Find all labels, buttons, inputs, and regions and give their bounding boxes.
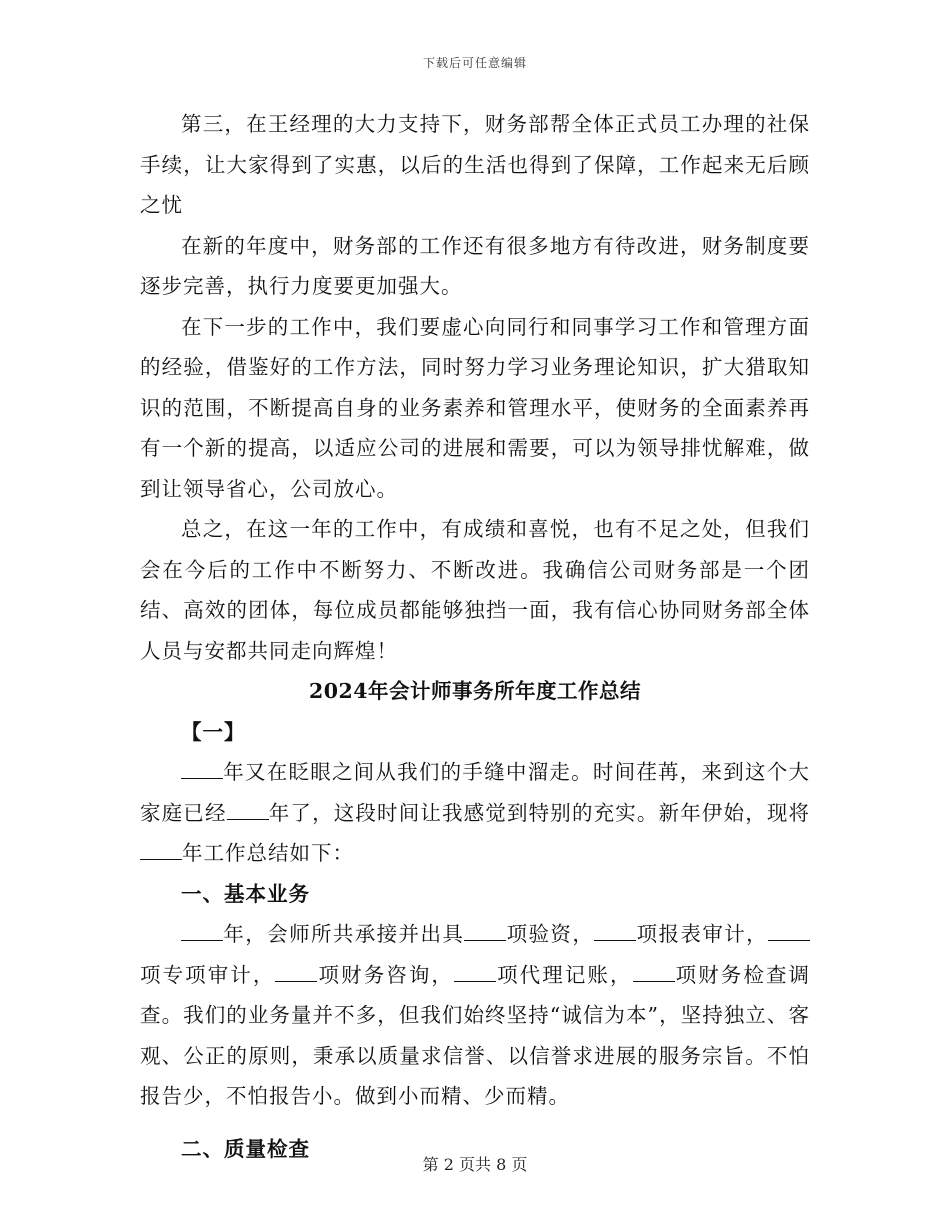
intro-text-3: 年工作总结如下： (182, 841, 354, 865)
blank-field (181, 758, 223, 779)
blank-field (140, 839, 182, 860)
section-title: 2024年会计师事务所年度工作总结 (308, 679, 642, 703)
blank-field (633, 961, 675, 982)
heading-basic-business: 一、基本业务 (181, 881, 310, 906)
document-body (140, 104, 810, 1169)
heading-quality-check: 二、质量检查 (181, 1136, 310, 1161)
blank-field (227, 799, 269, 820)
business-text-1: 年，会师所共承接并出具 (223, 922, 465, 946)
paragraph-business (140, 914, 810, 1117)
business-text-4: 项专项审计， (140, 962, 276, 987)
business-text-3: 项报表审计， (636, 922, 769, 946)
paragraph-next-steps: 在下一步的工作中，我们要虚心向同行和同事学习工作和管理方面的经验，借鉴好的工作方法，同时努力学习业务理论知识，扩大猎取知识的范围，不断提高自身的业务素养和管理水平，使财务的全面素养再有一个新的提高，以适应公司的进展和需要，可以为领导排忧解难，做到让领导省心，公司放心。 (140, 314, 810, 501)
blank-field (768, 920, 810, 941)
paragraph-intro (140, 752, 810, 874)
paragraph-new-year-improvement: 在新的年度中，财务部的工作还有很多地方有待改进，财务制度要逐步完善，执行力度要更加强大。 (140, 233, 810, 298)
intro-text-2: 年了，这段时间让我感觉到特别的充实。新年伊始，现将 (268, 800, 811, 825)
business-text-6: 项代理记账， (496, 962, 633, 987)
blank-field (454, 961, 496, 982)
blank-field (594, 920, 636, 941)
page-footer: 第 2 页共 8 页 (422, 1155, 528, 1174)
business-text-2: 项验资， (506, 922, 595, 946)
header-note: 下载后可任意编辑 (422, 56, 527, 70)
paragraph-social-insurance: 第三，在王经理的大力支持下，财务部帮全体正式员工办理的社保手续，让大家得到了实惠，以后的生活也得到了保障，工作起来无后顾之忧 (140, 112, 810, 217)
section-label: 【一】 (181, 719, 246, 744)
blank-field (275, 961, 317, 982)
business-text-5: 项财务咨询， (317, 962, 455, 987)
business-text-7: 项财务检查调查。我们的业务量并不多，但我们始终坚持“诚信为本”，坚持独立、客观、公正的原则，秉承以质量求信誉、以信誉求进展的服务宗旨。不怕报告少，不怕报告小。做到小而精、少而精。 (140, 962, 811, 1108)
blank-field (464, 920, 506, 941)
intro-text-1: 年又在眨眼之间从我们的手缝中溜走。时间荏苒，来到这个大家庭已经 (140, 760, 810, 825)
blank-field (181, 920, 223, 941)
paragraph-summary: 总之，在这一年的工作中，有成绩和喜悦，也有不足之处，但我们会在今后的工作中不断努力、不断改进。我确信公司财务部是一个团结、高效的团体，每位成员都能够独挡一面，我有信心协同财务部全体人员与安都共同走向辉煌！ (140, 517, 810, 663)
